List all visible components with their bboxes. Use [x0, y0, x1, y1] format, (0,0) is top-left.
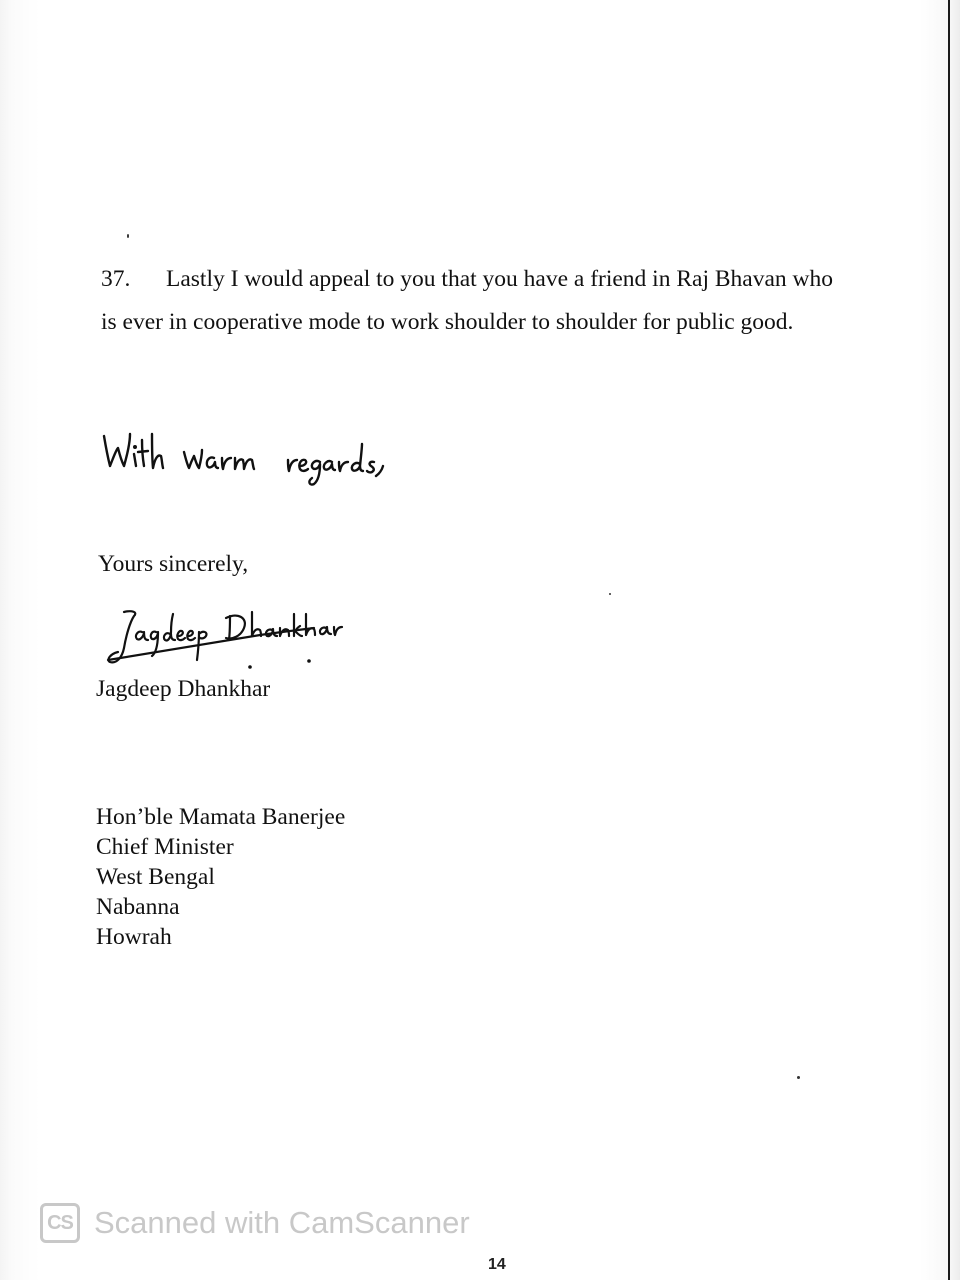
- scan-speck: [609, 593, 611, 595]
- valediction: Yours sincerely,: [98, 551, 249, 577]
- recipient-title: Chief Minister: [96, 834, 234, 860]
- camscanner-watermark: [40, 1203, 470, 1243]
- recipient-city: Howrah: [96, 924, 172, 950]
- page-edge-shadow: [948, 0, 950, 1280]
- watermark-text: Scanned with CamScanner: [94, 1205, 470, 1240]
- paragraph-number: 37.: [101, 266, 131, 292]
- recipient-state: West Bengal: [96, 864, 215, 890]
- scan-speck: [127, 234, 129, 238]
- camscanner-logo-icon: CS: [40, 1203, 80, 1243]
- recipient-address: [96, 802, 345, 952]
- handwritten-closing-script: [100, 426, 400, 496]
- signer-name: Jagdeep Dhankhar: [96, 676, 271, 702]
- recipient-name: Hon’ble Mamata Banerjee: [96, 804, 346, 830]
- paragraph-line-2: is ever in cooperative mode to work shoulder to shoulder for public good.: [101, 309, 794, 335]
- signature: [104, 606, 344, 677]
- page-number: 14: [488, 1256, 506, 1273]
- paragraph-line-1: Lastly I would appeal to you that you have a friend in Raj Bhavan who: [166, 266, 833, 292]
- handwritten-closing: [100, 426, 400, 501]
- signature-mark: [104, 606, 344, 672]
- recipient-office: Nabanna: [96, 894, 180, 920]
- paragraph-37: [101, 258, 901, 344]
- scan-speck: [797, 1076, 800, 1079]
